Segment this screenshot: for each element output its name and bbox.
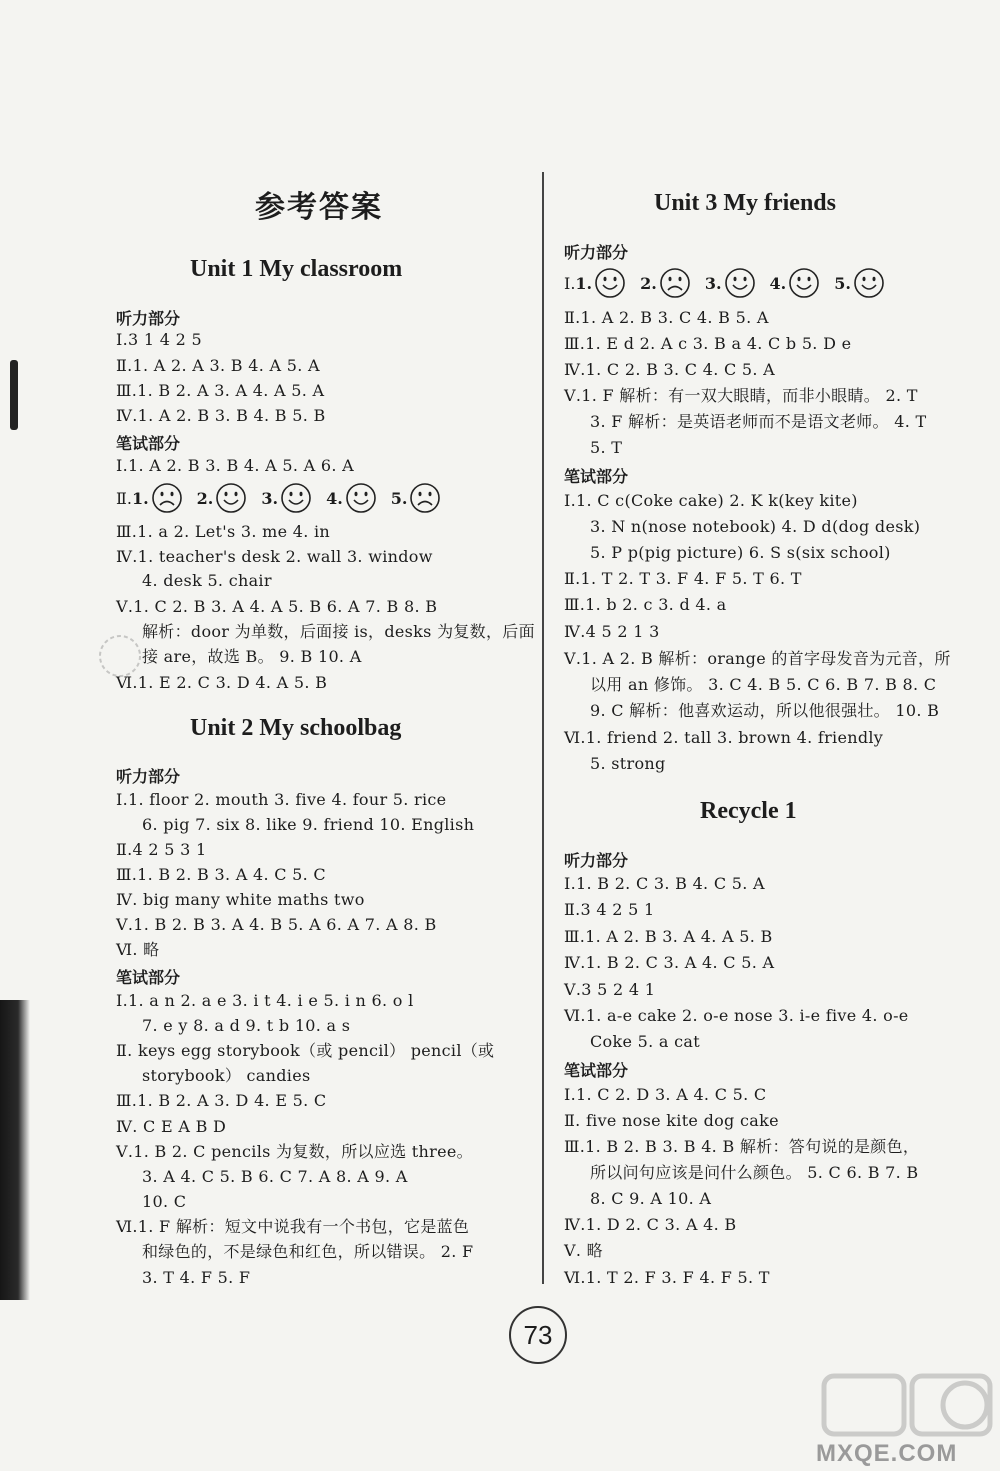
- unit3-l1-face-num: 5.: [834, 273, 851, 293]
- unit3-w1c: 5. P p(pig picture) 6. S s(six school): [590, 543, 891, 562]
- unit1-w2-face-num: 1.: [131, 488, 149, 508]
- unit1-w1: Ⅰ.1. A 2. B 3. B 4. A 5. A 6. A: [116, 456, 354, 475]
- unit1-listening-label: 听力部分: [116, 309, 181, 328]
- unit3-l1-face-num: 2.: [640, 273, 657, 293]
- unit3-l1-face-item: [640, 267, 691, 299]
- unit1-w2-face-item: [326, 482, 377, 514]
- unit2-w5a: Ⅴ.1. B 2. C pencils 为复数，所以应选 three。: [116, 1142, 473, 1161]
- unit2-w4: Ⅳ. C E A B D: [116, 1117, 227, 1136]
- sad-face-icon: [151, 482, 183, 514]
- recycle1-l1: Ⅰ.1. B 2. C 3. B 4. C 5. A: [564, 874, 765, 893]
- unit3-l2: Ⅱ.1. A 2. B 3. C 4. B 5. A: [564, 308, 769, 327]
- unit3-l1-faces: [564, 267, 899, 299]
- unit1-title: Unit 1 My classroom: [190, 256, 403, 282]
- unit3-w1b: 3. N n(nose notebook) 4. D d(dog desk): [590, 517, 921, 536]
- unit3-listening-label: 听力部分: [564, 243, 629, 262]
- unit1-w2-face-num: 2.: [196, 488, 214, 508]
- unit1-w5b: 解析：door 为单数，后面接 is，desks 为复数，后面: [142, 622, 535, 641]
- unit2-w1a: Ⅰ.1. a n 2. a e 3. i t 4. i e 5. i n 6. o l: [116, 991, 414, 1010]
- unit2-l6: Ⅵ. 略: [116, 940, 160, 959]
- unit3-l1-prefix: Ⅰ.: [564, 273, 576, 293]
- unit3-l1-face-item: [575, 267, 626, 299]
- unit3-w4: Ⅳ.4 5 2 1 3: [564, 622, 660, 641]
- unit1-w2-faces: [116, 482, 455, 514]
- recycle1-l6a: Ⅵ.1. a-e cake 2. o-e nose 3. i-e five 4. o-e: [564, 1006, 909, 1025]
- happy-face-icon: [788, 267, 820, 299]
- recycle1-w5: Ⅴ. 略: [564, 1241, 603, 1260]
- happy-face-icon: [345, 482, 377, 514]
- unit1-w2-face-num: 5.: [390, 488, 408, 508]
- recycle1-title: Recycle 1: [700, 798, 797, 824]
- unit1-w3: Ⅲ.1. a 2. Let's 3. me 4. in: [116, 522, 331, 541]
- happy-face-icon: [280, 482, 312, 514]
- unit1-w2-face-num: 4.: [326, 488, 343, 508]
- unit3-l4: Ⅳ.1. C 2. B 3. C 4. C 5. A: [564, 360, 776, 379]
- unit1-w2-prefix: Ⅱ.: [116, 488, 132, 508]
- unit2-w5c: 10. C: [142, 1192, 187, 1211]
- unit2-title: Unit 2 My schoolbag: [190, 715, 402, 741]
- unit2-w6a: Ⅵ.1. F 解析：短文中说我有一个书包，它是蓝色: [116, 1217, 470, 1236]
- unit1-w2-face-item: [391, 482, 442, 514]
- unit1-w4a: Ⅳ.1. teacher's desk 2. wall 3. window: [116, 547, 433, 566]
- recycle1-l3: Ⅲ.1. A 2. B 3. A 4. A 5. B: [564, 927, 773, 946]
- unit3-w5a: Ⅴ.1. A 2. B 解析：orange 的首字母发音为元音，所: [564, 649, 951, 668]
- unit1-w2-face-item: [197, 482, 248, 514]
- unit2-l1a: Ⅰ.1. floor 2. mouth 3. five 4. four 5. rice: [116, 790, 447, 809]
- unit3-w5b: 以用 an 修饰。 3. C 4. B 5. C 6. B 7. B 8. C: [590, 675, 937, 694]
- page-edge-mark: [10, 360, 18, 430]
- unit2-w1b: 7. e y 8. a d 9. t b 10. a s: [142, 1016, 351, 1035]
- unit3-title: Unit 3 My friends: [654, 190, 836, 216]
- recycle1-l6b: Coke 5. a cat: [590, 1032, 700, 1051]
- happy-face-icon: [215, 482, 247, 514]
- recycle1-listening-label: 听力部分: [564, 851, 629, 870]
- unit3-l1-face-item: [834, 267, 885, 299]
- unit3-l5c: 5. T: [590, 438, 623, 457]
- unit3-l1-face-item: [770, 267, 821, 299]
- recycle1-w2: Ⅱ. five nose kite dog cake: [564, 1111, 779, 1130]
- unit3-l1-face-item: [705, 267, 756, 299]
- unit1-w2-face-item: [132, 482, 183, 514]
- unit2-l3: Ⅲ.1. B 2. B 3. A 4. C 5. C: [116, 865, 326, 884]
- unit3-l5a: Ⅴ.1. F 解析：有一双大眼睛，而非小眼睛。 2. T: [564, 386, 918, 405]
- unit2-w6c: 3. T 4. F 5. F: [142, 1268, 251, 1287]
- unit2-w6b: 和绿色的，不是绿色和红色，所以错误。 2. F: [142, 1242, 474, 1261]
- unit3-w6b: 5. strong: [590, 754, 666, 773]
- unit3-l5b: 3. F 解析：是英语老师而不是语文老师。 4. T: [590, 412, 927, 431]
- sad-face-icon: [659, 267, 691, 299]
- unit2-l5: Ⅴ.1. B 2. B 3. A 4. B 5. A 6. A 7. A 8. B: [116, 915, 437, 934]
- unit2-w2b: storybook） candies: [142, 1066, 311, 1085]
- happy-face-icon: [724, 267, 756, 299]
- page-shadow: [0, 1000, 30, 1300]
- unit3-l1-face-num: 1.: [575, 273, 593, 293]
- unit2-l1b: 6. pig 7. six 8. like 9. friend 10. English: [142, 815, 475, 834]
- unit1-w5c: 接 are，故选 B。 9. B 10. A: [142, 647, 362, 666]
- recycle1-w1: Ⅰ.1. C 2. D 3. A 4. C 5. C: [564, 1085, 767, 1104]
- unit3-w2: Ⅱ.1. T 2. T 3. F 4. F 5. T 6. T: [564, 569, 802, 588]
- watermark-text: MXQE.COM: [816, 1440, 958, 1467]
- unit1-w4b: 4. desk 5. chair: [142, 571, 272, 590]
- unit1-l1: Ⅰ.3 1 4 2 5: [116, 330, 202, 349]
- recycle1-w3a: Ⅲ.1. B 2. B 3. B 4. B 解析：答句说的是颜色，: [564, 1137, 920, 1156]
- unit3-l3: Ⅲ.1. E d 2. A c 3. B a 4. C b 5. D e: [564, 334, 852, 353]
- unit1-w6: Ⅵ.1. E 2. C 3. D 4. A 5. B: [116, 673, 328, 692]
- unit2-listening-label: 听力部分: [116, 767, 181, 786]
- unit2-w2a: Ⅱ. keys egg storybook（或 pencil） pencil（或: [116, 1041, 495, 1060]
- unit2-written-label: 笔试部分: [116, 968, 181, 987]
- recycle1-w4: Ⅳ.1. D 2. C 3. A 4. B: [564, 1215, 737, 1234]
- column-divider: [542, 172, 544, 1284]
- page-title: 参考答案: [255, 190, 383, 225]
- unit2-l2: Ⅱ.4 2 5 3 1: [116, 840, 207, 859]
- unit1-l4: Ⅳ.1. A 2. B 3. B 4. B 5. B: [116, 406, 326, 425]
- unit3-w5c: 9. C 解析：他喜欢运动，所以他很强壮。 10. B: [590, 701, 940, 720]
- recycle1-l4: Ⅳ.1. B 2. C 3. A 4. C 5. A: [564, 953, 775, 972]
- unit3-l1-face-num: 3.: [704, 273, 722, 293]
- unit3-written-label: 笔试部分: [564, 467, 629, 486]
- recycle1-w3c: 8. C 9. A 10. A: [590, 1189, 712, 1208]
- unit1-l2: Ⅱ.1. A 2. A 3. B 4. A 5. A: [116, 356, 320, 375]
- recycle1-l2: Ⅱ.3 4 2 5 1: [564, 900, 655, 919]
- unit2-w3: Ⅲ.1. B 2. A 3. D 4. E 5. C: [116, 1091, 327, 1110]
- unit1-written-label: 笔试部分: [116, 434, 181, 453]
- unit1-l3: Ⅲ.1. B 2. A 3. A 4. A 5. A: [116, 381, 325, 400]
- happy-face-icon: [853, 267, 885, 299]
- unit1-w2-face-num: 3.: [261, 488, 279, 508]
- happy-face-icon: [594, 267, 626, 299]
- recycle1-w3b: 所以问句应该是问什么颜色。 5. C 6. B 7. B: [590, 1163, 919, 1182]
- sad-face-icon: [409, 482, 441, 514]
- faint-stamp-icon: [96, 632, 144, 680]
- unit3-l1-face-num: 4.: [769, 273, 787, 293]
- recycle1-written-label: 笔试部分: [564, 1061, 629, 1080]
- page-number: 73: [509, 1306, 567, 1364]
- unit3-w6a: Ⅵ.1. friend 2. tall 3. brown 4. friendly: [564, 728, 884, 747]
- unit3-w1a: Ⅰ.1. C c(Coke cake) 2. K k(key kite): [564, 491, 858, 510]
- recycle1-w6: Ⅵ.1. T 2. F 3. F 4. F 5. T: [564, 1268, 770, 1287]
- unit1-w2-face-item: [261, 482, 312, 514]
- unit2-w5b: 3. A 4. C 5. B 6. C 7. A 8. A 9. A: [142, 1167, 408, 1186]
- unit2-l4: Ⅳ. big many white maths two: [116, 890, 365, 909]
- recycle1-l5: Ⅴ.3 5 2 4 1: [564, 980, 656, 999]
- unit3-w3: Ⅲ.1. b 2. c 3. d 4. a: [564, 595, 727, 614]
- unit1-w5a: Ⅴ.1. C 2. B 3. A 4. A 5. B 6. A 7. B 8. B: [116, 597, 438, 616]
